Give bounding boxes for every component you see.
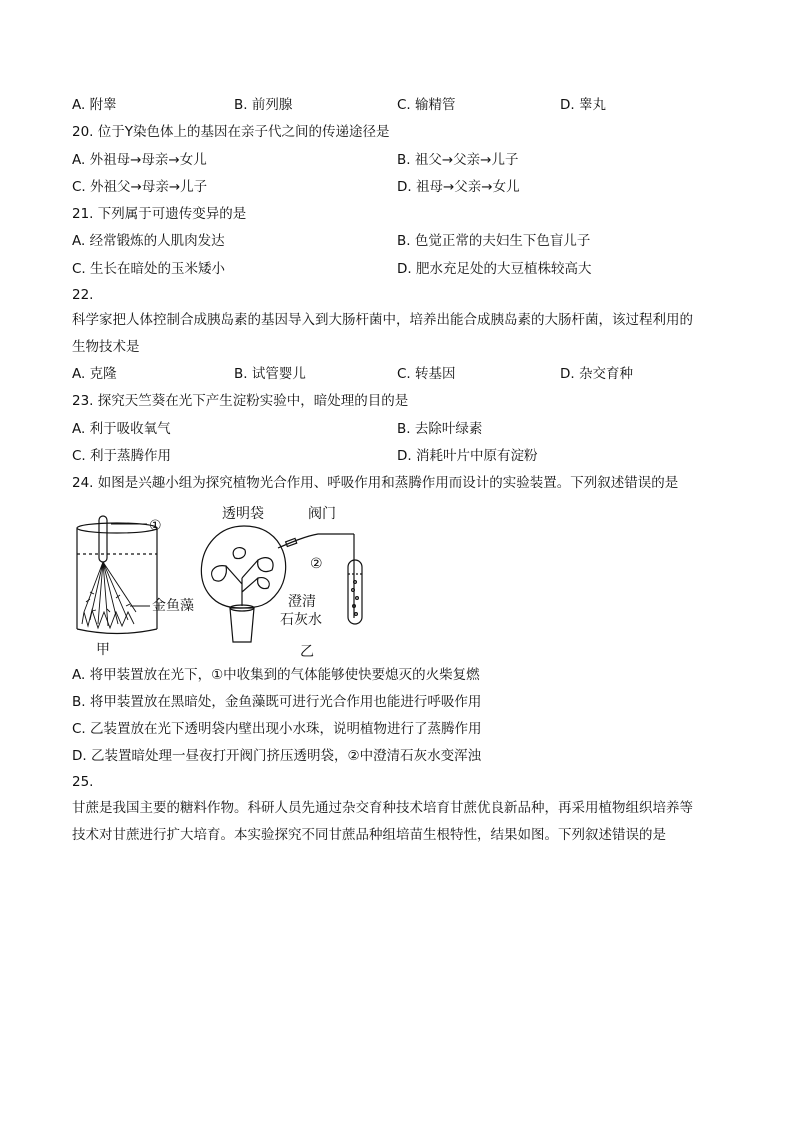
- label-goldfish-weed: 金鱼藻: [152, 598, 194, 614]
- q22-stem-line2: 生物技术是: [72, 339, 140, 355]
- q22-option-d: D. 杂交育种: [560, 366, 633, 382]
- q21-stem: 21. 下列属于可遗传变异的是: [72, 206, 247, 222]
- q24-stem: 24. 如图是兴趣小组为探究植物光合作用、呼吸作用和蒸腾作用而设计的实验装置。下列叙述错误的是: [72, 475, 679, 491]
- q22-number: 22.: [72, 287, 94, 303]
- q22-option-c: C. 转基因: [397, 366, 456, 382]
- label-limewater-line2: 石灰水: [280, 612, 322, 628]
- q23-option-a: A. 利于吸收氧气: [72, 421, 171, 437]
- q21-option-c: C. 生长在暗处的玉米矮小: [72, 261, 226, 277]
- label-transparent-bag: 透明袋: [222, 506, 264, 522]
- q23-option-d: D. 消耗叶片中原有淀粉: [397, 448, 538, 464]
- q23-option-b: B. 去除叶绿素: [397, 421, 483, 437]
- apparatus-jia: [77, 516, 157, 634]
- q24-option-b: B. 将甲装置放在黑暗处，金鱼藻既可进行光合作用也能进行呼吸作用: [72, 694, 482, 710]
- experiment-apparatus-figure: [72, 502, 372, 662]
- label-limewater-line1: 澄清: [288, 594, 316, 610]
- q19-option-d: D. 睾丸: [560, 97, 606, 113]
- q20-option-a: A. 外祖母→母亲→女儿: [72, 152, 207, 168]
- q23-stem: 23. 探究天竺葵在光下产生淀粉实验中，暗处理的目的是: [72, 393, 409, 409]
- q25-stem-line2: 技术对甘蔗进行扩大培育。本实验探究不同甘蔗品种组培苗生根特性，结果如图。下列叙述错误的是: [72, 827, 666, 843]
- label-valve: 阀门: [308, 506, 336, 522]
- label-jia: 甲: [96, 642, 110, 658]
- q21-option-b: B. 色觉正常的夫妇生下色盲儿子: [397, 233, 591, 249]
- q25-number: 25.: [72, 774, 94, 790]
- q20-option-b: B. 祖父→父亲→儿子: [397, 152, 519, 168]
- q19-option-c: C. 输精管: [397, 97, 456, 113]
- q23-option-c: C. 利于蒸腾作用: [72, 448, 172, 464]
- q24-option-c: C. 乙装置放在光下透明袋内壁出现小水珠，说明植物进行了蒸腾作用: [72, 721, 482, 737]
- q22-option-a: A. 克隆: [72, 366, 117, 382]
- q20-option-c: C. 外祖父→母亲→儿子: [72, 179, 208, 195]
- q24-option-d: D. 乙装置暗处理一昼夜打开阀门挤压透明袋，②中澄清石灰水变浑浊: [72, 748, 482, 764]
- label-yi: 乙: [300, 644, 314, 660]
- label-marker-2: ②: [310, 556, 323, 572]
- q22-option-b: B. 试管婴儿: [234, 366, 306, 382]
- q21-option-a: A. 经常锻炼的人肌肉发达: [72, 233, 225, 249]
- q20-option-d: D. 祖母→父亲→女儿: [397, 179, 520, 195]
- q20-stem: 20. 位于Y染色体上的基因在亲子代之间的传递途径是: [72, 124, 390, 140]
- q25-stem-line1: 甘蔗是我国主要的糖料作物。科研人员先通过杂交育种技术培育甘蔗优良新品种，再采用植物组织培养等: [72, 800, 693, 816]
- q19-option-b: B. 前列腺: [234, 97, 293, 113]
- q22-stem-line1: 科学家把人体控制合成胰岛素的基因导入到大肠杆菌中，培养出能合成胰岛素的大肠杆菌，该过程利用的: [72, 312, 693, 328]
- label-marker-1: ①: [149, 518, 162, 534]
- q21-option-d: D. 肥水充足处的大豆植株较高大: [397, 261, 592, 277]
- q24-option-a: A. 将甲装置放在光下，①中收集到的气体能够使快要熄灭的火柴复燃: [72, 667, 480, 683]
- q19-option-a: A. 附睾: [72, 97, 117, 113]
